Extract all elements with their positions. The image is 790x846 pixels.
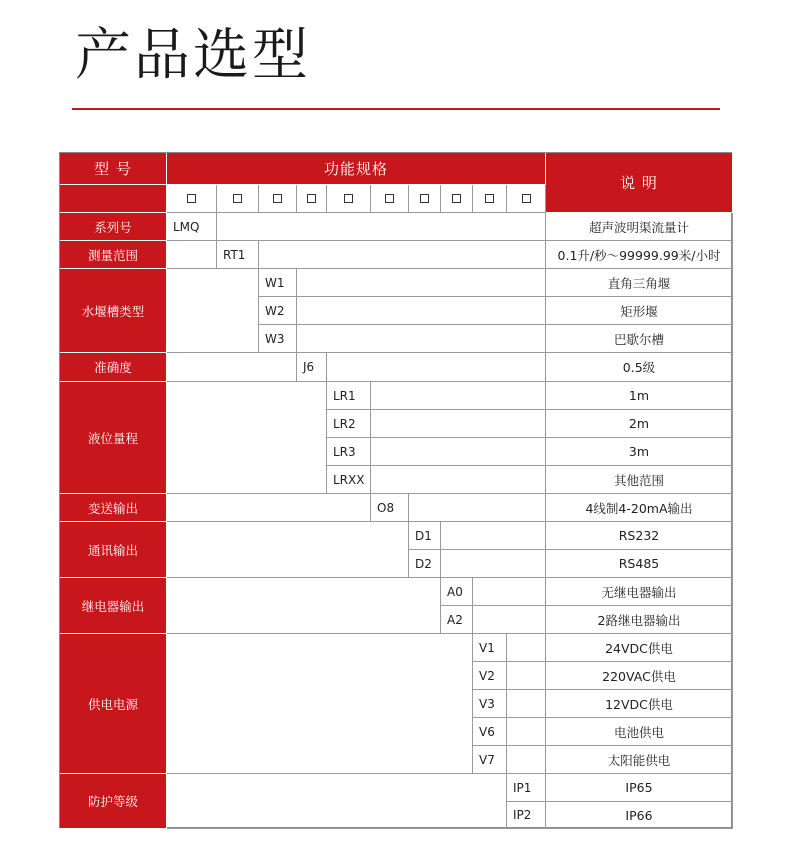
row-label-relay: 继电器输出	[60, 578, 167, 634]
function-spec-header: 功能规格	[167, 153, 546, 185]
row-label-power: 供电电源	[60, 634, 167, 774]
code-checkbox-cell	[507, 185, 546, 213]
option-code: LR2	[327, 410, 371, 438]
option-description: 电池供电	[546, 718, 733, 746]
checkbox-icon	[344, 194, 353, 203]
option-description: 超声波明渠流量计	[546, 213, 733, 241]
option-code: W1	[259, 269, 297, 297]
option-code: W2	[259, 297, 297, 325]
option-description: 0.1升/秒～99999.99米/小时	[546, 241, 733, 269]
blank-cell	[259, 241, 546, 269]
checkbox-icon	[187, 194, 196, 203]
code-checkbox-cell	[297, 185, 327, 213]
code-checkbox-cell	[217, 185, 259, 213]
blank-cell	[507, 690, 546, 718]
blank-cell	[167, 353, 297, 382]
row-label-accuracy: 准确度	[60, 353, 167, 382]
checkbox-icon	[452, 194, 461, 203]
option-description: IP66	[546, 802, 733, 829]
row-label-range: 测量范围	[60, 241, 167, 269]
model-header-blank	[60, 185, 167, 213]
checkbox-icon	[307, 194, 316, 203]
option-description: 220VAC供电	[546, 662, 733, 690]
title-divider	[72, 108, 720, 110]
option-description: 太阳能供电	[546, 746, 733, 774]
blank-cell	[371, 410, 546, 438]
checkbox-icon	[522, 194, 531, 203]
row-label-level: 液位量程	[60, 382, 167, 494]
option-code: LMQ	[167, 213, 217, 241]
blank-cell	[167, 241, 217, 269]
blank-cell	[167, 578, 441, 634]
blank-cell	[507, 746, 546, 774]
blank-cell	[441, 550, 546, 578]
option-description: 其他范围	[546, 466, 733, 494]
code-checkbox-cell	[327, 185, 371, 213]
option-description: 12VDC供电	[546, 690, 733, 718]
option-code: LR1	[327, 382, 371, 410]
option-code: RT1	[217, 241, 259, 269]
row-label-protection: 防护等级	[60, 774, 167, 829]
option-description: 4线制4-20mA输出	[546, 494, 733, 522]
option-description: 3m	[546, 438, 733, 466]
option-description: 24VDC供电	[546, 634, 733, 662]
option-code: V7	[473, 746, 507, 774]
option-code: J6	[297, 353, 327, 382]
checkbox-icon	[233, 194, 242, 203]
blank-cell	[297, 325, 546, 353]
blank-cell	[167, 494, 371, 522]
blank-cell	[217, 213, 546, 241]
selection-table	[59, 152, 732, 828]
blank-cell	[297, 269, 546, 297]
option-description: RS232	[546, 522, 733, 550]
blank-cell	[473, 578, 546, 606]
model-header: 型 号	[60, 153, 167, 185]
blank-cell	[473, 606, 546, 634]
option-description: 矩形堰	[546, 297, 733, 325]
option-description: 巴歇尔槽	[546, 325, 733, 353]
option-description: 直角三角堰	[546, 269, 733, 297]
option-code: A0	[441, 578, 473, 606]
checkbox-icon	[273, 194, 282, 203]
blank-cell	[167, 634, 473, 774]
code-checkbox-cell	[371, 185, 409, 213]
blank-cell	[441, 522, 546, 550]
option-code: V3	[473, 690, 507, 718]
option-description: 0.5级	[546, 353, 733, 382]
checkbox-icon	[485, 194, 494, 203]
code-checkbox-cell	[441, 185, 473, 213]
option-description: 2路继电器输出	[546, 606, 733, 634]
code-checkbox-cell	[167, 185, 217, 213]
blank-cell	[507, 662, 546, 690]
blank-cell	[167, 774, 507, 829]
option-code: W3	[259, 325, 297, 353]
description-header: 说 明	[546, 153, 733, 213]
blank-cell	[507, 718, 546, 746]
blank-cell	[371, 382, 546, 410]
option-description: RS485	[546, 550, 733, 578]
blank-cell	[167, 522, 409, 578]
blank-cell	[327, 353, 546, 382]
option-description: 2m	[546, 410, 733, 438]
option-description: IP65	[546, 774, 733, 802]
page-title: 产品选型	[75, 23, 311, 88]
option-code: A2	[441, 606, 473, 634]
code-checkbox-cell	[473, 185, 507, 213]
blank-cell	[371, 438, 546, 466]
option-code: V2	[473, 662, 507, 690]
blank-cell	[167, 382, 327, 494]
option-code: LR3	[327, 438, 371, 466]
option-code: O8	[371, 494, 409, 522]
option-description: 1m	[546, 382, 733, 410]
option-code: IP1	[507, 774, 546, 802]
checkbox-icon	[385, 194, 394, 203]
blank-cell	[371, 466, 546, 494]
option-code: D1	[409, 522, 441, 550]
option-code: LRXX	[327, 466, 371, 494]
option-code: D2	[409, 550, 441, 578]
blank-cell	[507, 634, 546, 662]
blank-cell	[297, 297, 546, 325]
row-label-weir: 水堰槽类型	[60, 269, 167, 353]
checkbox-icon	[420, 194, 429, 203]
row-label-transmit: 变送输出	[60, 494, 167, 522]
code-checkbox-cell	[259, 185, 297, 213]
option-code: V6	[473, 718, 507, 746]
row-label-series: 系列号	[60, 213, 167, 241]
blank-cell	[167, 269, 259, 353]
option-description: 无继电器输出	[546, 578, 733, 606]
option-code: IP2	[507, 802, 546, 829]
code-checkbox-cell	[409, 185, 441, 213]
option-code: V1	[473, 634, 507, 662]
row-label-comm: 通讯输出	[60, 522, 167, 578]
blank-cell	[409, 494, 546, 522]
